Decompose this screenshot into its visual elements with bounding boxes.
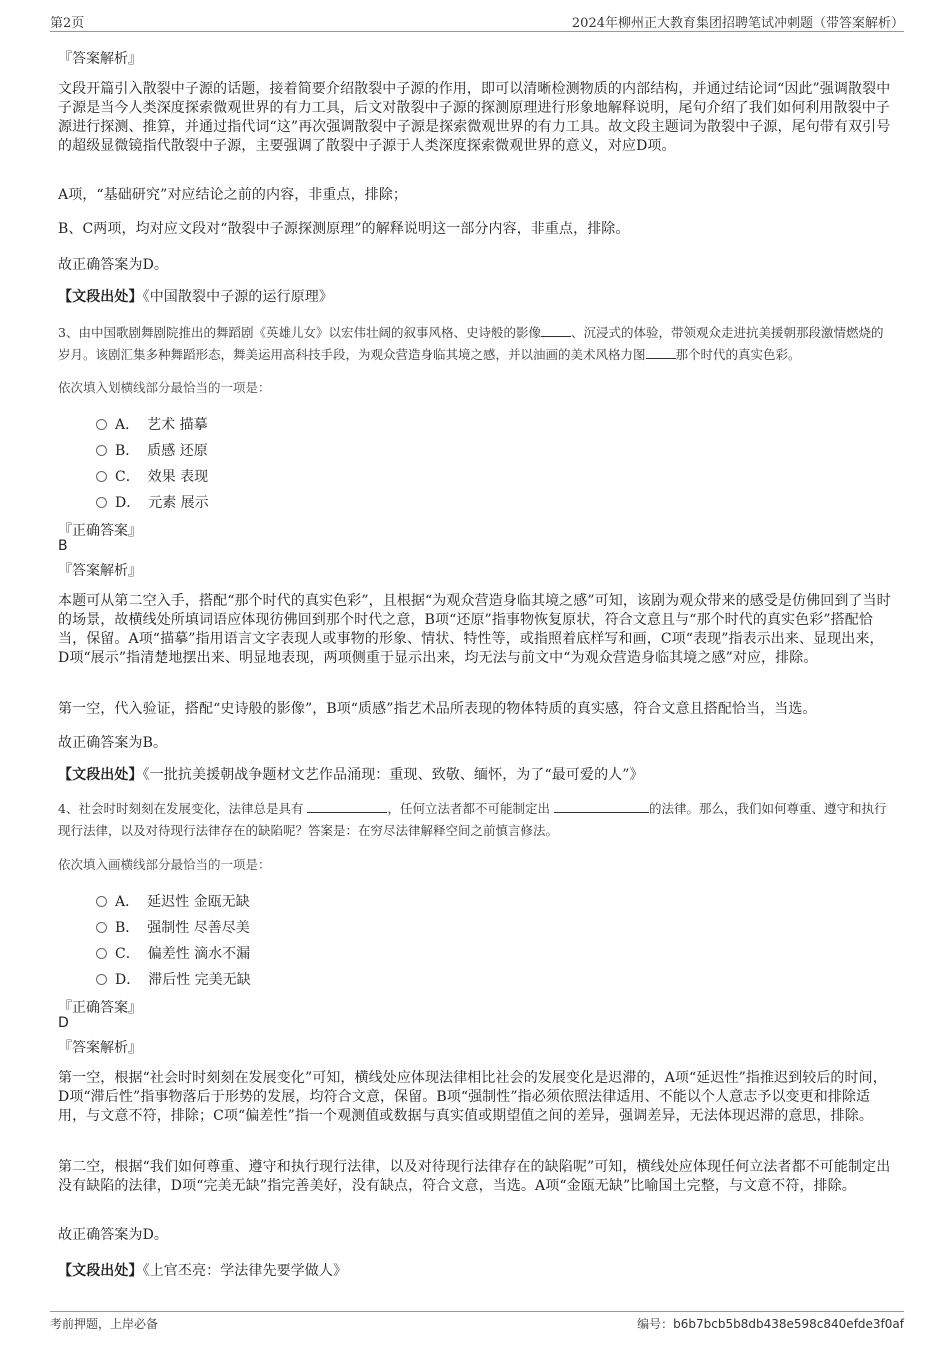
option-b[interactable]: B． 强制性 尽善尽美 — [96, 917, 250, 937]
option-c[interactable]: C． 效果 表现 — [96, 466, 208, 486]
correct-answer-heading: 『正确答案』 — [58, 523, 142, 539]
source-label: 【文段出处】 — [58, 289, 143, 305]
analysis-paragraph: A项，“基础研究”对应结论之前的内容，非重点，排除； — [58, 187, 408, 203]
analysis-paragraph: 本题可从第二空入手，搭配“那个时代的真实色彩”，且根据“为观众营造身临其境之感”可知，该剧为观众带来的感受是仿佛回到了当时的场景，故横线处所填词语应体现彷佛回到那个时代之意，B项“还原”指事物恢复原状，符合文意且与“那个时代的真实色彩”搭配恰当，保留。A项“描摹”指用语言文字表现人或事物的形象、情状、特性等，或指照着底样写和画，C项“表现”指表示出来、显现出来，D项“展示”指清楚地摆出来、明显地表现，两项侧重于显示出来，均无法与前文中“为观众营造身临其境之感”对应，排除。 — [58, 593, 891, 666]
analysis-heading: 『答案解析』 — [58, 1040, 142, 1056]
correct-answer: B — [58, 538, 68, 554]
page-footer — [50, 1315, 904, 1332]
blank-line — [541, 322, 571, 337]
radio-icon[interactable] — [96, 948, 107, 959]
source-label: 【文段出处】 — [58, 1263, 143, 1279]
source-title: 《一批抗美援朝战争题材文艺作品涌现：重现、致敬、缅怀，为了“最可爱的人”》 — [142, 767, 644, 783]
blank-line — [307, 798, 387, 813]
question-stem: 3、由中国歌剧舞剧院推出的舞蹈剧《英雄儿女》以宏伟壮阔的叙事风格、史诗般的影像 、沉浸式的体验，带领观众走进抗美援朝那段激情燃烧的岁月。该剧汇集多种舞蹈形态，舞美运用高科技手段，为观众营造身临其境之感，并以油画的美术风格力图 那个时代的真实色彩。 — [58, 322, 894, 366]
blank-line — [646, 344, 676, 359]
option-d[interactable]: D． 元素 展示 — [96, 492, 209, 512]
analysis-heading: 『答案解析』 — [58, 51, 142, 67]
page-number: 第2页 — [50, 16, 85, 31]
option-d[interactable]: D． 滞后性 完美无缺 — [96, 969, 251, 989]
blank-line — [554, 798, 649, 813]
question-stem: 4、社会时时刻刻在发展变化，法律总是具有 ，任何立法者都不可能制定出 的法律。那么，我们如何尊重、遵守和执行现行法律，以及对待现行法律存在的缺陷呢？答案是：在穷尽法律解释空间之前慎言修法。 — [58, 798, 894, 842]
source-line — [58, 288, 894, 307]
radio-icon[interactable] — [96, 922, 107, 933]
question-prompt: 依次填入划横线部分最恰当的一项是： — [58, 380, 271, 395]
correct-answer: D — [58, 1015, 69, 1031]
radio-icon[interactable] — [96, 974, 107, 985]
analysis-heading: 『答案解析』 — [58, 563, 142, 579]
source-line — [58, 766, 894, 785]
analysis-paragraph: 第一空，根据“社会时时刻刻在发展变化”可知，横线处应体现法律相比社会的发展变化是迟滞的，A项“延迟性”指推迟到较后的时间，D项“滞后性”指事物落后于形势的发展，均符合文意，保留。B项“强制性”指必须依照法律适用、不能以个人意志予以变更和排除适用，与文意不符，排除；C项“偏差性”指一个观测值或数据与真实值或期望值之间的差异，强调差异，无法体现迟滞的意思，排除。 — [58, 1070, 887, 1124]
answer-statement: 故正确答案为D。 — [58, 1227, 169, 1243]
footer-divider — [50, 1311, 904, 1312]
correct-answer-heading: 『正确答案』 — [58, 1000, 142, 1016]
footer-slogan: 考前押题，上岸必备 — [50, 1317, 159, 1331]
page-header — [50, 12, 904, 32]
source-title: 《上官丕亮：学法律先要学做人》 — [142, 1263, 348, 1279]
answer-statement: 故正确答案为D。 — [58, 257, 169, 273]
radio-icon[interactable] — [96, 896, 107, 907]
analysis-paragraph: 文段开篇引入散裂中子源的话题，接着简要介绍散裂中子源的作用，即可以清晰检测物质的内部结构，并通过结论词“因此”强调散裂中子源是当今人类深度探索微观世界的有力工具，后文对散裂中子源的探测原理进行形象地解释说明，尾句介绍了我们如何利用散裂中子源进行探测、推算，并通过指代词“这”再次强调散裂中子源是探索微观世界的有力工具。故文段主题词为散裂中子源，尾句带有双引号的超级显微镜指代散裂中子源，主要强调了散裂中子源于人类深度探索微观世界的意义，对应D项。 — [58, 81, 891, 154]
radio-icon[interactable] — [96, 419, 107, 430]
question-prompt: 依次填入画横线部分最恰当的一项是： — [58, 857, 271, 872]
radio-icon[interactable] — [96, 471, 107, 482]
option-b[interactable]: B． 质感 还原 — [96, 440, 208, 460]
option-a[interactable]: A． 延迟性 金瓯无缺 — [96, 891, 250, 911]
source-title: 《中国散裂中子源的运行原理》 — [142, 289, 334, 305]
radio-icon[interactable] — [96, 445, 107, 456]
source-label: 【文段出处】 — [58, 767, 143, 783]
analysis-paragraph: B、C两项，均对应文段对“散裂中子源探测原理”的解释说明这一部分内容，非重点，排除。 — [58, 221, 630, 237]
document-code: 编号：b6b7bcb5b8db438e598c840efde3f0af — [637, 1317, 904, 1331]
document-title: 2024年柳州正大教育集团招聘笔试冲刺题（带答案解析） — [571, 16, 904, 31]
option-c[interactable]: C． 偏差性 滴水不漏 — [96, 943, 250, 963]
analysis-paragraph: 第一空，代入验证，搭配“史诗般的影像”，B项“质感”指艺术品所表现的物体特质的真实感，符合文意且搭配恰当，当选。 — [58, 701, 817, 717]
header-divider — [50, 31, 904, 32]
answer-statement: 故正确答案为B。 — [58, 735, 168, 751]
option-a[interactable]: A． 艺术 描摹 — [96, 414, 208, 434]
radio-icon[interactable] — [96, 497, 107, 508]
analysis-paragraph: 第二空，根据“我们如何尊重、遵守和执行现行法律，以及对待现行法律存在的缺陷呢”可知，横线处应体现任何立法者都不可能制定出没有缺陷的法律，D项“完美无缺”指完善美好，没有缺点，符合文意，当选。A项“金瓯无缺”比喻国土完整，与文意不符，排除。 — [58, 1159, 891, 1194]
source-line — [58, 1262, 894, 1281]
